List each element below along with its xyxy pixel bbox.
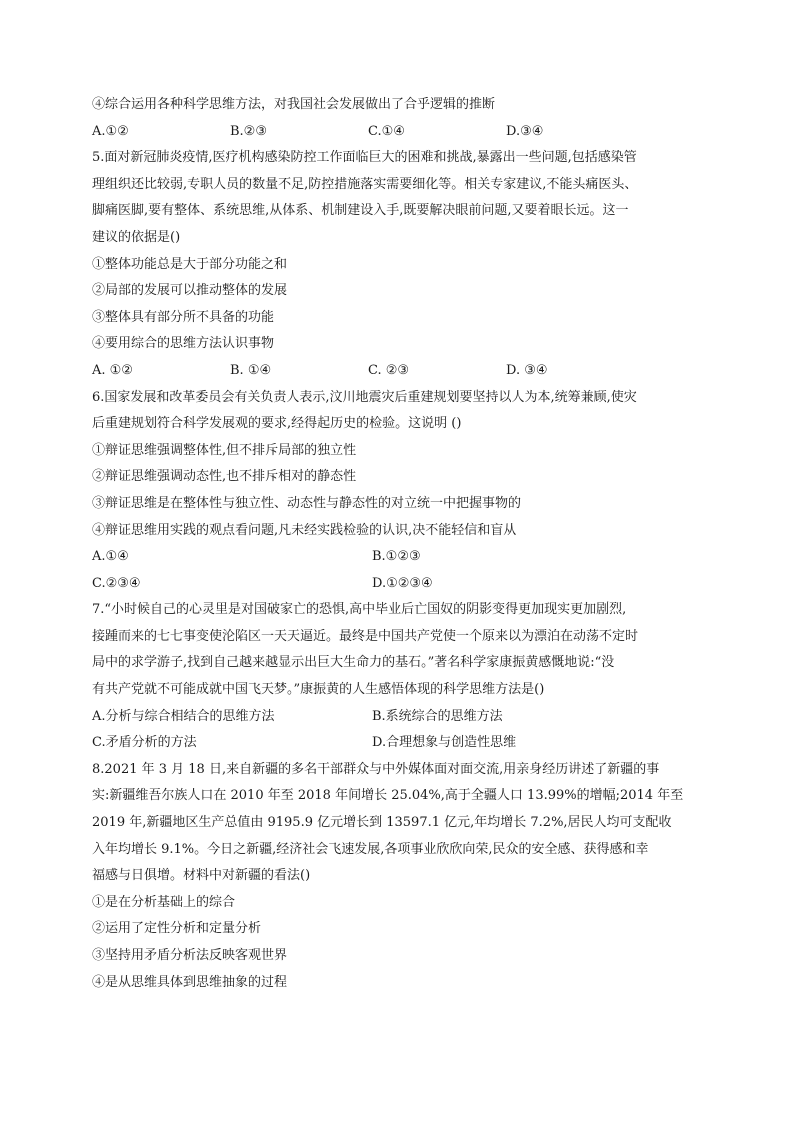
q6-choice-c: C.②③④ <box>92 575 141 591</box>
q8-item: ②运用了定性分析和定量分析 <box>92 921 262 937</box>
q6-item: ④辩证思维用实践的观点看问题,凡未经实践检验的认识,决不能轻信和盲从 <box>92 522 517 538</box>
q7-choice-a: A.分析与综合相结合的思维方法 <box>92 708 275 724</box>
q6-stem-line: 后重建规划符合科学发展观的要求,经得起历史的检验。这说明 () <box>92 416 462 432</box>
q5-item: ④要用综合的思维方法认识事物 <box>92 336 275 352</box>
q5-item: ①整体功能总是大于部分功能之和 <box>92 256 288 272</box>
q4-choice-d: D.③④ <box>506 123 544 139</box>
q4-choice-a: A.①② <box>92 123 129 139</box>
q8-stem-line: 2019 年,新疆地区生产总值由 9195.9 亿元增长到 13597.1 亿元,年均增长 7.2%,居民人均可支配收 <box>92 815 672 831</box>
q5-choice-b: B. ①④ <box>230 362 272 378</box>
exam-page <box>92 92 712 996</box>
q5-choice-a: A. ①② <box>92 362 133 378</box>
q7-choice-b: B.系统综合的思维方法 <box>372 708 503 724</box>
q6-choices-row2 <box>92 571 712 598</box>
q8-stem-line: 福感与日俱增。材料中对新疆的看法() <box>92 868 311 884</box>
q6-choice-d: D.①②③④ <box>372 575 433 591</box>
q7-stem-line: 有共产党就不可能成就中国飞天梦。”康振黄的人生感悟体现的科学思维方法是() <box>92 682 545 698</box>
q6-stem-line: 6.国家发展和改革委员会有关负责人表示,汶川地震灾后重建规划要坚持以人为本,统筹兼顾,使灾 <box>92 389 637 405</box>
q4-item-4: ④综合运用各种科学思维方法，对我国社会发展做出了合乎逻辑的推断 <box>92 97 496 112</box>
q5-stem-line: 理组织还比较弱,专职人员的数量不足,防控措施落实需要细化等。相关专家建议,不能头痛医头、 <box>92 176 638 192</box>
q7-stem-line: 局中的求学游子,找到自己越来越显示出巨大生命力的基石。”著名科学家康振黄感慨地说:“没 <box>92 655 615 671</box>
q5-choice-c: C. ②③ <box>368 362 410 378</box>
q6-choices-row1 <box>92 544 712 571</box>
q6-item: ①辩证思维强调整体性,但不排斥局部的独立性 <box>92 442 357 458</box>
q6-choice-a: A.①④ <box>92 549 129 565</box>
q4-choice-b: B.②③ <box>230 123 267 139</box>
q5-stem-line: 建议的依据是() <box>92 229 181 245</box>
q8-stem-line: 8.2021 年 3 月 18 日,来自新疆的多名干部群众与中外媒体面对面交流,用亲身经历讲述了新疆的事 <box>92 761 660 777</box>
q6-choice-b: B.①②③ <box>372 549 421 565</box>
q8-item: ④是从思维具体到思维抽象的过程 <box>92 974 288 990</box>
q6-item: ③辩证思维是在整体性与独立性、动态性与静态性的对立统一中把握事物的 <box>92 495 522 511</box>
q8-stem-line: 入年均增长 9.1%。今日之新疆,经济社会飞速发展,各项事业欣欣向荣,民众的安全感、获得感和幸 <box>92 841 649 857</box>
q7-choices-row1 <box>92 704 712 731</box>
q7-choices-row2 <box>92 730 712 757</box>
q4-choice-c: C.①④ <box>368 123 405 139</box>
q6-item: ②辩证思维强调动态性,也不排斥相对的静态性 <box>92 469 357 485</box>
q7-stem-line: 接踵而来的七七事变使沦陷区一天天逼近。最终是中国共产党使一个原来以为漂泊在动荡不定时 <box>92 628 639 644</box>
q5-stem-line: 脚痛医脚,要有整体、系统思维,从体系、机制建设入手,既要解决眼前问题,又要着眼长远。这一 <box>92 203 629 219</box>
q8-item: ③坚持用矛盾分析法反映客观世界 <box>92 948 288 963</box>
q7-choice-d: D.合理想象与创造性思维 <box>372 735 517 751</box>
q8-stem-line: 实:新疆维吾尔族人口在 2010 年至 2018 年间增长 25.04%,高于全疆人口 13.99%的增幅;2014 年至 <box>92 788 684 804</box>
q5-item: ②局部的发展可以推动整体的发展 <box>92 283 288 299</box>
q8-item: ①是在分析基础上的综合 <box>92 894 236 910</box>
q7-choice-c: C.矛盾分析的方法 <box>92 735 197 751</box>
q4-choices <box>92 119 712 146</box>
q7-stem-line: 7.“小时候自己的心灵里是对国破家亡的恐惧,高中毕业后亡国奴的阴影变得更加现实更加剧烈, <box>92 602 627 618</box>
q5-choices <box>92 358 712 385</box>
q5-stem-line: 5.面对新冠肺炎疫情,医疗机构感染防控工作面临巨大的困难和挑战,暴露出一些问题,包括感染管 <box>92 150 637 166</box>
q5-item: ③整体具有部分所不具备的功能 <box>92 309 275 325</box>
q5-choice-d: D. ③④ <box>506 362 548 378</box>
